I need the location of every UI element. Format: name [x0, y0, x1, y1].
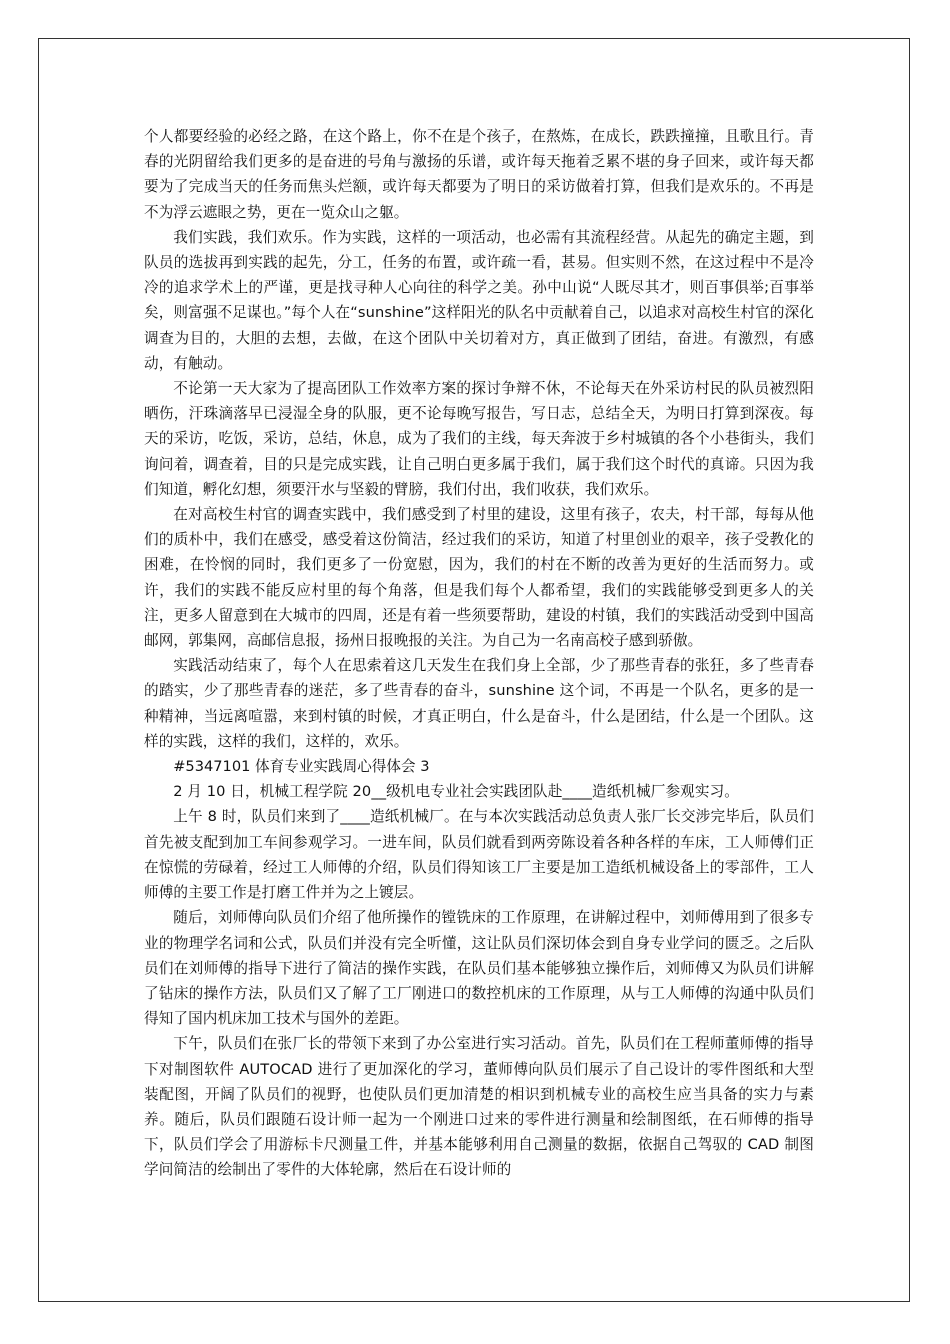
paragraph: 2 月 10 日，机械工程学院 20__级机电专业社会实践团队赴____造纸机械厂参观实习。 — [173, 783, 739, 801]
paragraph: 不论第一天大家为了提高团队工作效率方案的探讨争辩不休，不论每天在外采访村民的队员被烈阳晒伤，汗珠滴落早已浸湿全身的队服，更不论每晚写报告，写日志，总结全天，为明日打算到深夜。每天的采访，吃饭，采访，总结，休息，成为了我们的主线，每天奔波于乡村城镇的各个小巷街头，我们询问着，调查着，目的只是完成实践，让自己明白更多属于我们，属于我们这个时代的真谛。只因为我们知道，孵化幻想，须要汗水与坚毅的臂膀，我们付出，我们收获，我们欢乐。 — [144, 380, 814, 498]
section-heading: #5347101 体育专业实践周心得体会 3 — [173, 758, 430, 776]
paragraph: 下午，队员们在张厂长的带领下来到了办公室进行实习活动。首先，队员们在工程师董师傅的指导下对制图软件 AUTOCAD 进行了更加深化的学习，董师傅向队员们展示了自己设计的零件图纸和大型装配图，开阔了队员们的视野，也使队员们更加清楚的相识到机械专业的高校生应当具备的实力与素养。随后，队员们跟随石设计师一起为一个刚进口过来的零件进行测量和绘制图纸，在石师傅的指导下，队员们学会了用游标卡尺测量工件，并基本能够利用自己测量的数据，依据自己驾驭的 CAD 制图学问简洁的绘制出了零件的大体轮廓，然后在石设计师的 — [144, 1035, 814, 1179]
paragraph: 个人都要经验的必经之路，在这个路上，你不在是个孩子，在熬炼，在成长，跌跌撞撞，且歌且行。青春的光阴留给我们更多的是奋进的号角与激扬的乐谱，或许每天拖着乏累不堪的身子回来，或许每天都要为了完成当天的任务而焦头烂额，或许每天都要为了明日的采访做着打算，但我们是欢乐的。不再是不为浮云遮眼之势，更在一览众山之躯。 — [144, 128, 814, 221]
paragraph: 上午 8 时，队员们来到了____造纸机械厂。在与本次实践活动总负责人张厂长交涉完毕后，队员们首先被支配到加工车间参观学习。一进车间，队员们就看到两旁陈设着各种各样的车床，工人师傅们正在惊慌的劳碌着，经过工人师傅的介绍，队员们得知该工厂主要是加工造纸机械设备上的零部件，工人师傅的主要工作是打磨工件并为之上镀层。 — [144, 808, 814, 902]
document-body — [144, 124, 814, 1183]
paragraph: 在对高校生村官的调查实践中，我们感受到了村里的建设，这里有孩子，农夫，村干部，每每从他们的质朴中，我们在感受，感受着这份简洁，经过我们的采访，知道了村里创业的艰辛，孩子受教化的困难，在怜悯的同时，我们更多了一份宽慰，因为，我们的村在不断的改善为更好的生活而努力。或许，我们的实践不能反应村里的每个角落，但是我们每个人都希望，我们的实践能够受到更多人的关注，更多人留意到在大城市的四周，还是有着一些须要帮助，建设的村镇，我们的实践活动受到中国高邮网，郭集网，高邮信息报，扬州日报晚报的关注。为自己为一名南高校子感到骄傲。 — [144, 506, 814, 650]
paragraph: 随后，刘师傅向队员们介绍了他所操作的镗铣床的工作原理，在讲解过程中，刘师傅用到了很多专业的物理学名词和公式，队员们并没有完全听懂，这让队员们深切体会到自身专业学问的匮乏。之后队员们在刘师傅的指导下进行了简洁的操作实践，在队员们基本能够独立操作后，刘师傅又为队员们讲解了钻床的操作方法，队员们又了解了工厂刚进口的数控机床的工作原理，从与工人师傅的沟通中队员们得知了国内机床加工技术与国外的差距。 — [144, 909, 814, 1028]
paragraph: 实践活动结束了，每个人在思索着这几天发生在我们身上全部，少了那些青春的张狂，多了些青春的踏实，少了那些青春的迷茫，多了些青春的奋斗，sunshine 这个词，不再是一个队名，更多的是一种精神，当远离喧嚣，来到村镇的时候，才真正明白，什么是奋斗，什么是团结，什么是一个团队。这样的实践，这样的我们，这样的，欢乐。 — [144, 657, 814, 750]
paragraph: 我们实践，我们欢乐。作为实践，这样的一项活动，也必需有其流程经营。从起先的确定主题，到队员的选拔再到实践的起先，分工，任务的布置，或许疏一看，甚易。但实则不然，在这过程中不是冷冷的追求学术上的严谨，更是找寻种人心向往的科学之美。孙中山说“人既尽其才，则百事俱举;百事举矣，则富强不足谋也。”每个人在“sunshine”这样阳光的队名中贡献着自己，以追求对高校生村官的深化调查为目的，大胆的去想，去做，在这个团队中关切着对方，真正做到了团结，奋进。有激烈，有感动，有触动。 — [144, 228, 814, 372]
